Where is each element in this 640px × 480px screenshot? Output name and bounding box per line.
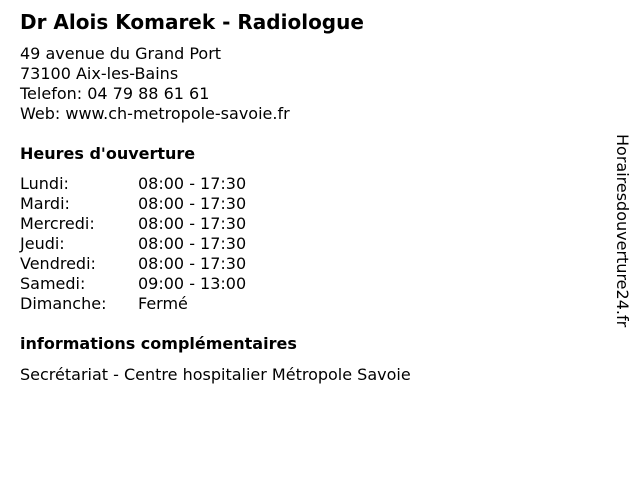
opening-hours-heading: Heures d'ouverture xyxy=(20,144,196,163)
opening-hours-table xyxy=(20,174,246,314)
time-value: 08:00 - 17:30 xyxy=(138,214,247,233)
hours-row-tuesday xyxy=(20,194,246,214)
website-link[interactable]: Web: www.ch-metropole-savoie.fr xyxy=(20,104,290,123)
hours-row-wednesday xyxy=(20,214,246,234)
time-value: 09:00 - 13:00 xyxy=(138,274,247,293)
day-label: Mardi: xyxy=(20,194,70,213)
page-title: Dr Alois Komarek - Radiologue xyxy=(20,10,364,34)
site-watermark: Horairesdouverture24.fr xyxy=(613,134,632,328)
time-value: 08:00 - 17:30 xyxy=(138,174,247,193)
hours-row-sunday xyxy=(20,294,246,314)
address-city: 73100 Aix-les-Bains xyxy=(20,64,179,83)
hours-row-saturday xyxy=(20,274,246,294)
address-street: 49 avenue du Grand Port xyxy=(20,44,222,63)
day-label: Mercredi: xyxy=(20,214,95,233)
time-value: 08:00 - 17:30 xyxy=(138,254,247,273)
hours-row-thursday xyxy=(20,234,246,254)
hours-row-monday xyxy=(20,174,246,194)
time-value: Fermé xyxy=(138,294,188,313)
day-label: Samedi: xyxy=(20,274,86,293)
day-label: Lundi: xyxy=(20,174,69,193)
day-label: Vendredi: xyxy=(20,254,96,273)
additional-info-text: Secrétariat - Centre hospitalier Métropole Savoie xyxy=(20,365,411,384)
phone-number: Telefon: 04 79 88 61 61 xyxy=(20,84,210,103)
address-block xyxy=(20,44,290,124)
additional-info-heading: informations complémentaires xyxy=(20,334,297,353)
time-value: 08:00 - 17:30 xyxy=(138,234,247,253)
hours-row-friday xyxy=(20,254,246,274)
day-label: Jeudi: xyxy=(20,234,65,253)
time-value: 08:00 - 17:30 xyxy=(138,194,247,213)
day-label: Dimanche: xyxy=(20,294,107,313)
